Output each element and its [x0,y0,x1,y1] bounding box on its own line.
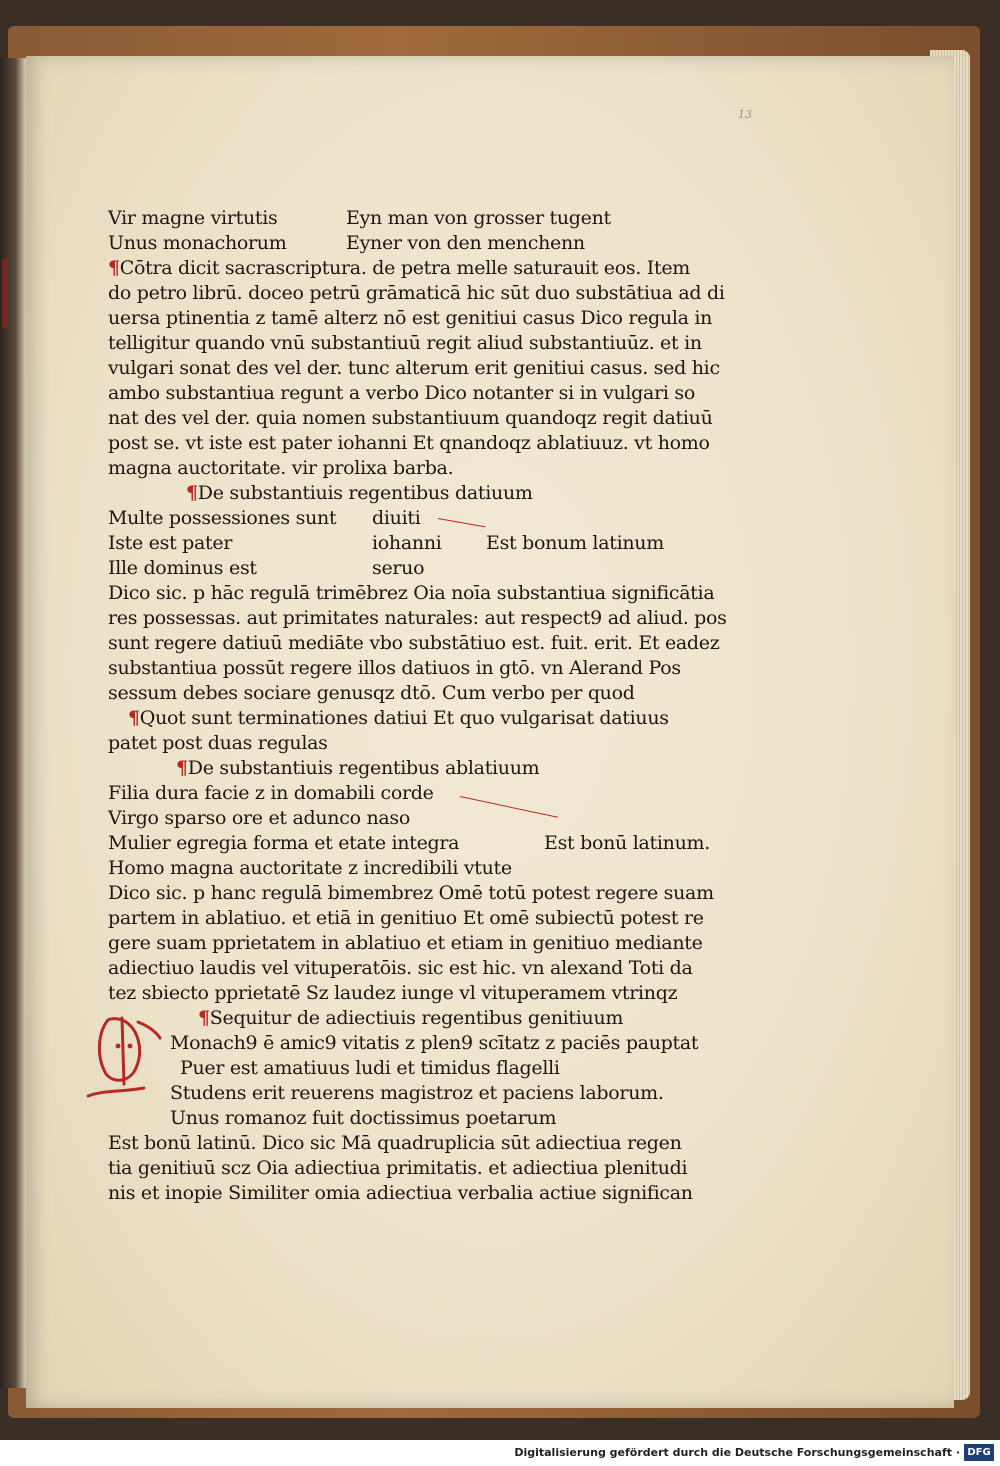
datiue-example-2-dative: iohanni [372,532,442,554]
paragraph1-line-8: post se. vt iste est pater iohanni Et qnandoqz ablatiuuz. vt homo [108,432,710,454]
heading-line-2-right: Eyner von den menchenn [346,232,585,254]
paragraph4-line-3: nis et inopie Similiter omia adiectiua verbalia actiue significan [108,1182,693,1204]
footer-credit: Digitalisierung gefördert durch die Deutsche Forschungsgemeinschaft · [514,1446,960,1459]
paragraph1-line-4: telligitur quando vnū substantiuū regit aliud substantiuūz. et in [108,332,702,354]
genitiue-example-3: Studens erit reuerens magistroz et paciens laborum. [170,1082,664,1104]
paragraph3-line-2: partem in ablatiuo. et etiā in genitiuo Et omē subiectū potest re [108,907,704,929]
datiue-example-1-dative: diuiti [372,507,421,529]
ablatiue-example-1: Filia dura facie z in domabili corde [108,782,434,804]
paragraph2-line-5: sessum debes sociare genusqz dtō. Cum verbo per quod [108,682,635,704]
paragraph3-line-1: Dico sic. p hanc regulā bimembrez Omē totū potest regere suam [108,882,714,904]
facing-page-edge [0,58,26,1388]
paragraph3-line-3: gere suam pprietatem in ablatiuo et etiam in genitiuo mediante [108,932,703,954]
paragraph1-line-3: uersa ptinentia z tamē alterz nō est genitiui casus Dico regula in [108,307,713,329]
genitiue-example-2: Puer est amatiuus ludi et timidus flagelli [180,1057,560,1079]
paragraph1-line-6: ambo substantiua regunt a verbo Dico notanter si in vulgari so [108,382,695,404]
datiue-example-2-subject: Iste est pater [108,532,233,554]
datiue-example-3-dative: seruo [372,557,425,579]
paragraph1-line-9: magna auctoritate. vir prolixa barba. [108,457,454,479]
rubricated-initial [78,1012,168,1102]
paragraph3-line-4: adiectiuo laudis vel vituperatōis. sic est hic. vn alexand Toti da [108,957,693,979]
footer-bar [0,1440,1000,1466]
section-heading-ablatiue: ¶De substantiuis regentibus ablatiuum [176,757,540,779]
paragraph4-line-1: Est bonū latinū. Dico sic Mā quadruplicia sūt adiectiua regen [108,1132,682,1154]
genitiue-example-4: Unus romanoz fuit doctissimus poetarum [170,1107,557,1129]
paragraph3-line-5: tez sbiecto pprietatē Sz laudez iunge vl vituperamem vtrinqz [108,982,678,1004]
section-heading-datiue: ¶De substantiuis regentibus datiuum [186,482,533,504]
paragraph2-line-3: sunt regere datiuū mediāte vbo substātiuo est. fuit. erit. Et eadez [108,632,720,654]
paragraph2-line-4: substantiua possūt regere illos datiuos in gtō. vn Alerand Pos [108,657,681,679]
genitiue-example-1: Monach9 ē amic9 vitatis z plen9 scītatz z paciēs pauptat [170,1032,699,1054]
ablatiue-bracket-line [460,796,558,818]
paragraph2-line-1: Dico sic. p hāc regulā trimēbrez Oia noīa substantiua significātia [108,582,715,604]
paragraph2-line-7: patet post duas regulas [108,732,328,754]
section-heading-genitiue: ¶Sequitur de adiectiuis regentibus genitiuum [198,1007,624,1029]
heading-line-1-right: Eyn man von grosser tugent [346,207,611,229]
paragraph4-line-2: tia genitiuū scz Oia adiectiua primitatis. et adiectiua plenitudi [108,1157,688,1179]
ablatiue-verdict: Est bonū latinum. [544,832,710,854]
folio-number: 13 [738,108,752,121]
ablatiue-example-4: Homo magna auctoritate z incredibili vtute [108,857,512,879]
datiue-bracket-line [438,518,485,527]
paragraph1-line-5: vulgari sonat des vel der. tunc alterum erit genitiui casus. sed hic [108,357,720,379]
facing-page-rubric [2,258,8,328]
paragraph2-line-6: ¶Quot sunt terminationes datiui Et quo vulgarisat datiuus [128,707,669,729]
paragraph1-line-2: do petro librū. doceo petrū grāmaticā hic sūt duo substātiua ad di [108,282,725,304]
paragraph1-line-7: nat des vel der. quia nomen substantiuum quandoqz regit datiuū [108,407,713,429]
ablatiue-example-3: Mulier egregia forma et etate integra [108,832,460,854]
datiue-example-1-subject: Multe possessiones sunt [108,507,337,529]
datiue-example-3-subject: Ille dominus est [108,557,257,579]
datiue-verdict: Est bonum latinum [486,532,664,554]
paragraph1-line-1: ¶Cōtra dicit sacrascriptura. de petra melle saturauit eos. Item [108,257,690,279]
paragraph2-line-2: res possessas. aut primitates naturales: aut respect9 ad aliud. pos [108,607,727,629]
printed-text-block [108,206,748,1204]
heading-line-2-left: Unus monachorum [108,232,287,254]
ablatiue-example-2: Virgo sparso ore et adunco naso [108,807,411,829]
heading-line-1-left: Vir magne virtutis [108,207,278,229]
dfg-logo: DFG [964,1444,994,1461]
